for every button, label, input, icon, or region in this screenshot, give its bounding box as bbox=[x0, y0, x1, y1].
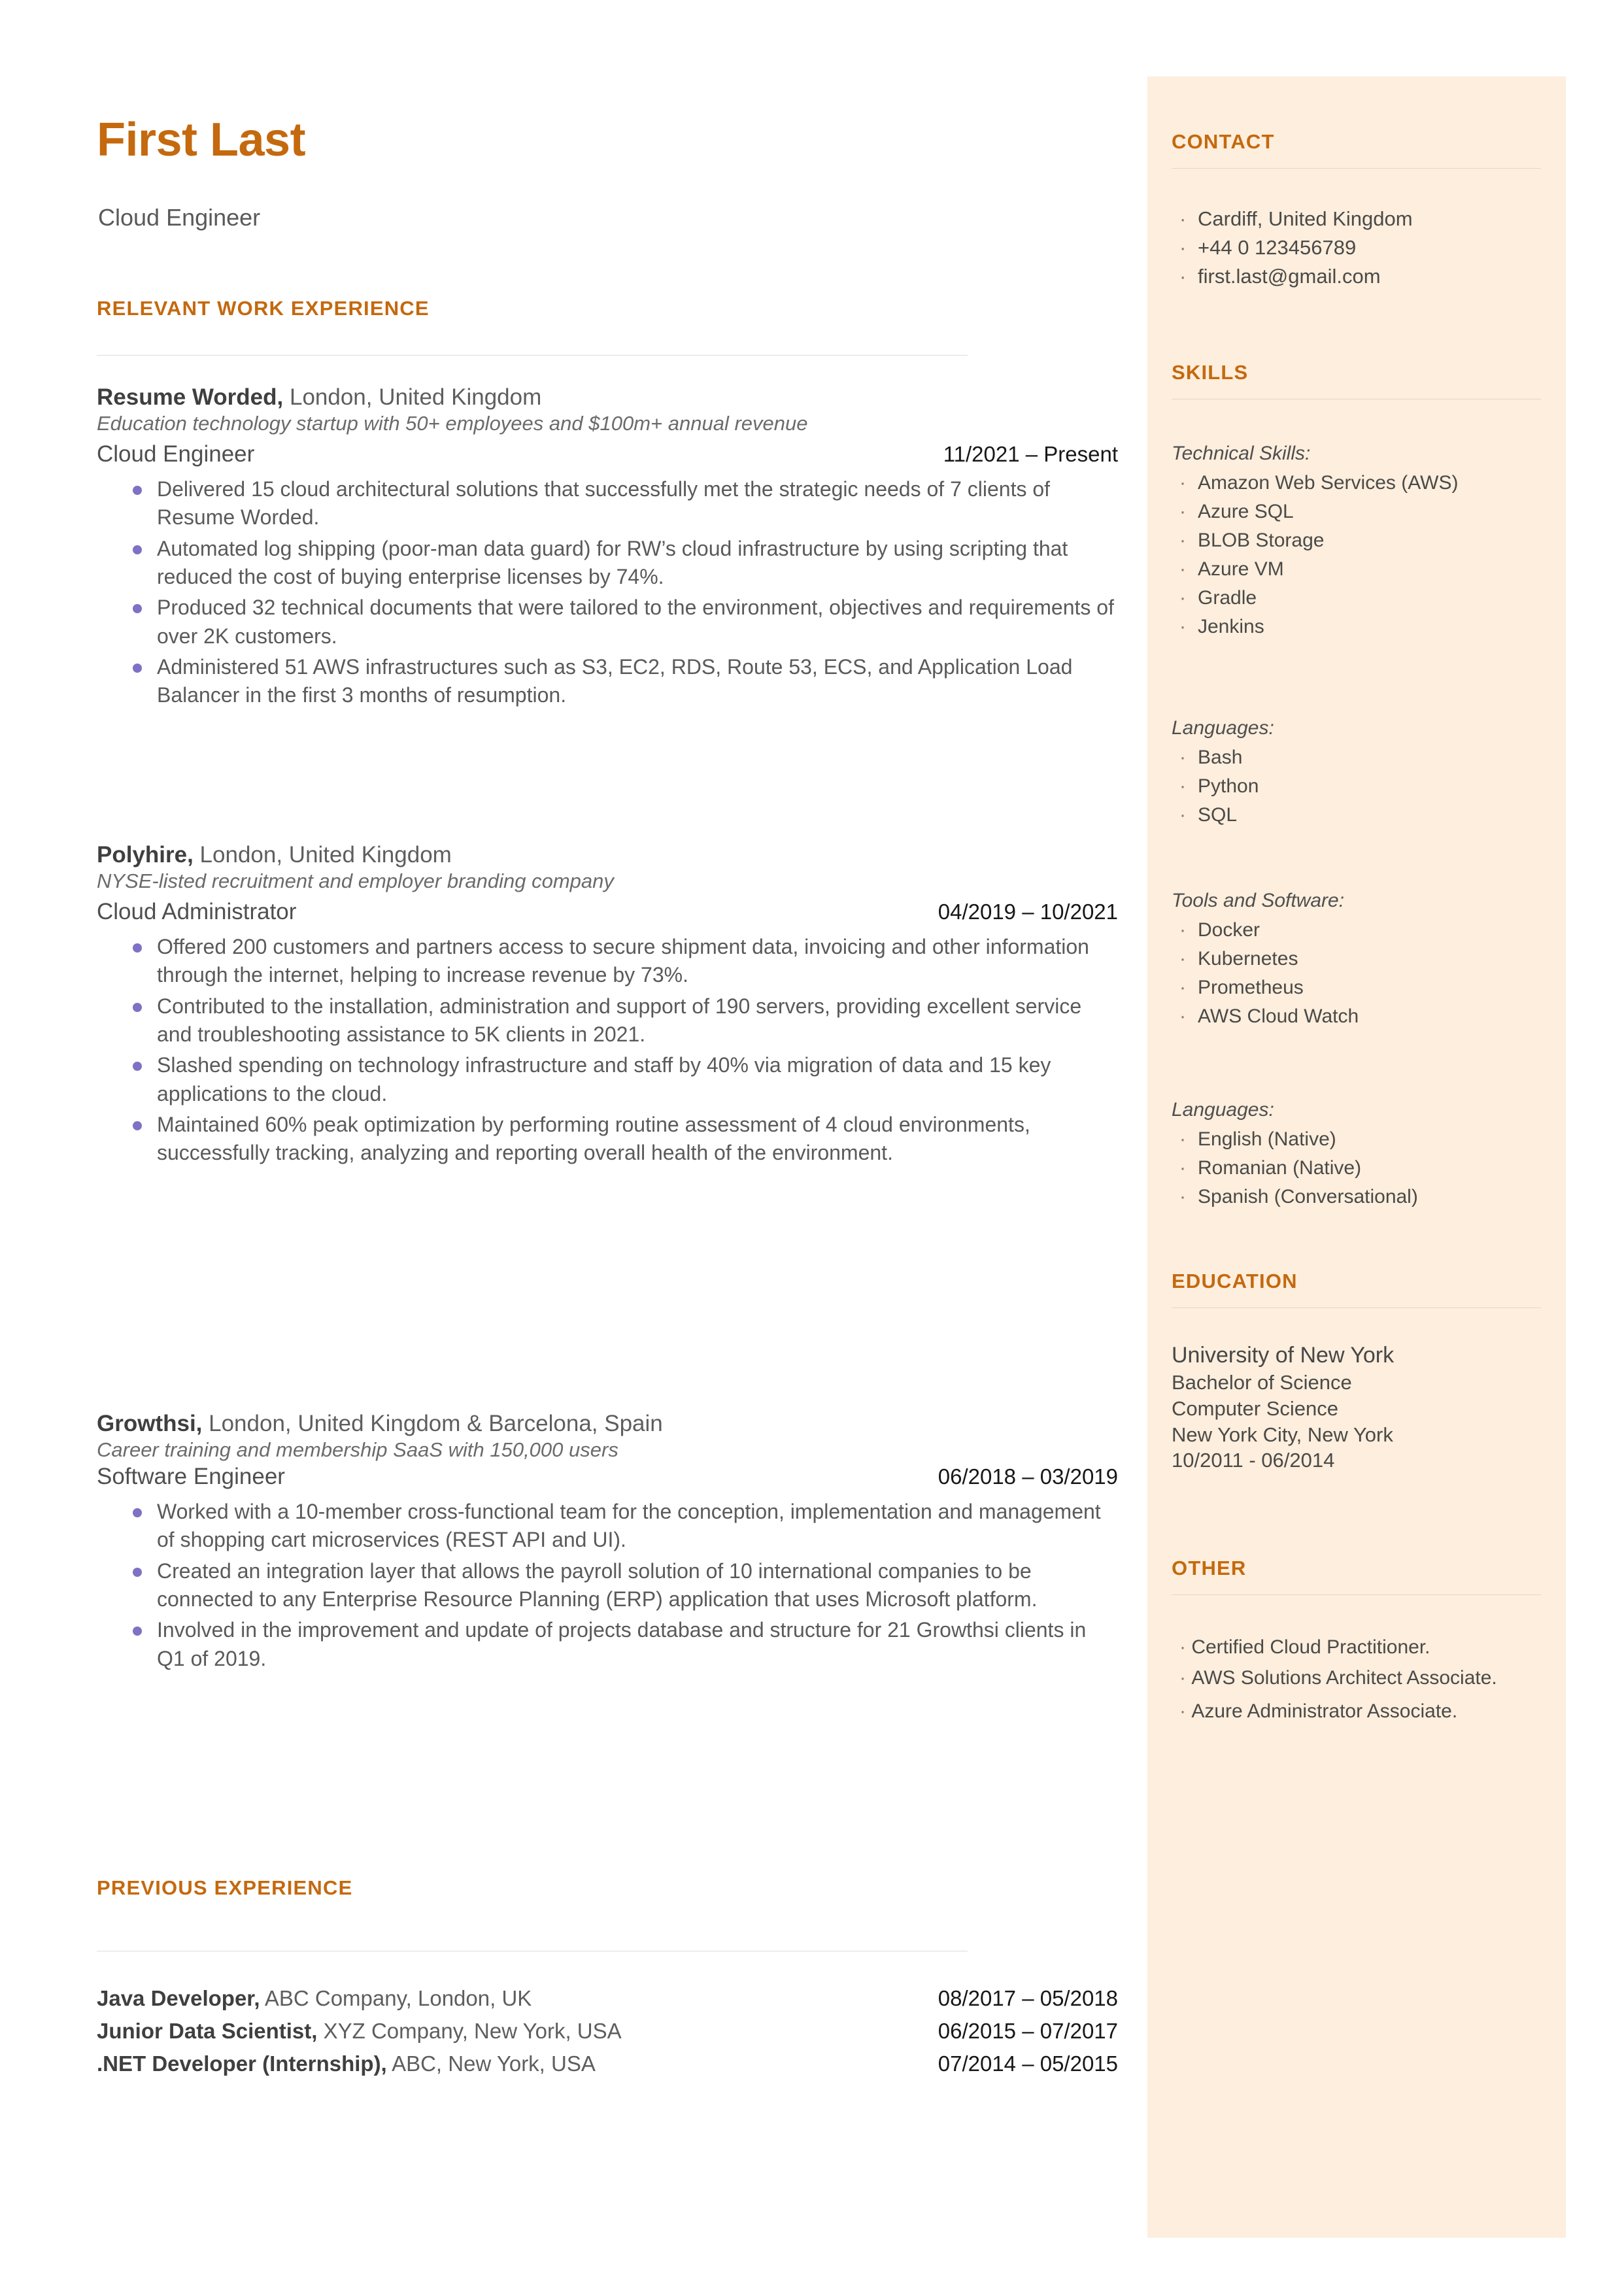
bullet-dot-icon: · bbox=[1179, 747, 1186, 769]
sidebar-heading-other: OTHER bbox=[1172, 1557, 1247, 1579]
contact-item-location: · Cardiff, United Kingdom bbox=[1179, 207, 1413, 230]
experience-company bbox=[97, 1411, 1118, 1436]
experience-company bbox=[97, 384, 1118, 410]
skill-item: · Spanish (Conversational) bbox=[1179, 1186, 1418, 1208]
bullet-dot-icon bbox=[133, 545, 142, 554]
experience-bullet: Involved in the improvement and update of projects database and structure for 21 Growthsi clients in Q1 of 2019. bbox=[97, 1616, 1118, 1673]
previous-experience-title: Java Developer, bbox=[97, 1986, 260, 2010]
bullet-dot-icon: · bbox=[1179, 265, 1187, 288]
skill-item: · Bash bbox=[1179, 747, 1243, 769]
education-degree: Bachelor of Science bbox=[1172, 1371, 1352, 1394]
experience-entry bbox=[97, 384, 1118, 713]
experience-role-dates: 06/2018 – 03/2019 bbox=[938, 1464, 1118, 1489]
experience-bullet-list bbox=[97, 1498, 1118, 1673]
experience-bullet-list bbox=[97, 933, 1118, 1168]
experience-bullet: Produced 32 technical documents that were tailored to the environment, objectives and requirements of over 2K customers. bbox=[97, 594, 1118, 650]
bullet-dot-icon: · bbox=[1179, 472, 1186, 494]
skills-group-label: Languages: bbox=[1172, 1099, 1274, 1121]
skill-item: · Prometheus bbox=[1179, 977, 1304, 999]
experience-bullet: Offered 200 customers and partners access to secure shipment data, invoicing and other information through the internet, helping to increase revenue by 73%. bbox=[97, 933, 1118, 990]
previous-experience-title-detail bbox=[97, 2053, 596, 2074]
experience-role-dates: 04/2019 – 10/2021 bbox=[938, 900, 1118, 924]
bullet-dot-icon bbox=[133, 1003, 142, 1012]
bullet-dot-icon bbox=[133, 943, 142, 953]
experience-bullet: Delivered 15 cloud architectural solutions that successfully met the strategic needs of 7 clients of Resume Worded. bbox=[97, 475, 1118, 532]
sidebar-heading-contact: CONTACT bbox=[1172, 130, 1275, 153]
experience-company-name: Resume Worded, bbox=[97, 384, 284, 410]
previous-experience-detail: ABC Company, London, UK bbox=[260, 1986, 532, 2010]
skill-item: · English (Native) bbox=[1179, 1128, 1336, 1151]
divider-contact bbox=[1172, 168, 1541, 169]
education-dates: 10/2011 - 06/2014 bbox=[1172, 1449, 1335, 1472]
bullet-dot-icon: · bbox=[1179, 804, 1186, 826]
other-item: · Certified Cloud Practitioner. bbox=[1179, 1636, 1430, 1658]
experience-role-row bbox=[97, 1464, 1118, 1490]
experience-role-title: Cloud Engineer bbox=[97, 441, 255, 467]
bullet-dot-icon bbox=[133, 1508, 142, 1517]
previous-experience-detail: ABC, New York, USA bbox=[386, 2051, 596, 2076]
skills-group-languages-programming bbox=[1172, 716, 1541, 825]
bullet-dot-icon: · bbox=[1179, 1128, 1186, 1151]
headline: Cloud Engineer bbox=[98, 204, 261, 231]
experience-entry bbox=[97, 1411, 1118, 1676]
previous-experience-row bbox=[97, 2020, 1118, 2042]
bullet-dot-icon: · bbox=[1179, 558, 1186, 581]
contact-item-email[interactable]: · first.last@gmail.com bbox=[1179, 265, 1381, 288]
previous-experience-list bbox=[97, 1987, 1118, 2085]
sidebar-heading-skills: SKILLS bbox=[1172, 361, 1249, 384]
experience-entry bbox=[97, 842, 1118, 1170]
experience-role-row bbox=[97, 900, 1118, 925]
experience-bullet: Slashed spending on technology infrastructure and staff by 40% via migration of data and 15 key applications to the cloud. bbox=[97, 1051, 1118, 1108]
bullet-dot-icon bbox=[133, 1568, 142, 1577]
divider-relevant-work-experience bbox=[97, 355, 968, 356]
skill-item: · Amazon Web Services (AWS) bbox=[1179, 472, 1459, 494]
experience-role-dates: 11/2021 – Present bbox=[943, 442, 1118, 467]
skill-item: · Kubernetes bbox=[1179, 948, 1298, 970]
bullet-dot-icon: · bbox=[1179, 1636, 1192, 1658]
skills-group-label: Languages: bbox=[1172, 717, 1274, 739]
experience-blurb: Career training and membership SaaS with 150,000 users bbox=[97, 1438, 618, 1462]
experience-bullet: Automated log shipping (poor-man data guard) for RW’s cloud infrastructure by using scripting that reduced the cost of buying enterprise licenses by 74%. bbox=[97, 535, 1118, 592]
bullet-dot-icon: · bbox=[1179, 530, 1186, 552]
bullet-dot-icon: · bbox=[1179, 587, 1186, 609]
education-entry bbox=[1172, 1343, 1541, 1472]
skill-item: · AWS Cloud Watch bbox=[1179, 1005, 1359, 1028]
bullet-dot-icon: · bbox=[1179, 1005, 1186, 1028]
divider-other bbox=[1172, 1594, 1541, 1595]
previous-experience-title-detail bbox=[97, 2020, 622, 2042]
bullet-dot-icon bbox=[133, 1062, 142, 1071]
previous-experience-detail: XYZ Company, New York, USA bbox=[317, 2019, 622, 2043]
experience-bullet-list bbox=[97, 475, 1118, 710]
skills-group-tools bbox=[1172, 888, 1541, 1026]
experience-company bbox=[97, 842, 1118, 868]
other-item: · Azure Administrator Associate. bbox=[1179, 1700, 1458, 1722]
experience-company-location: London, United Kingdom bbox=[193, 842, 452, 868]
bullet-dot-icon bbox=[133, 1121, 142, 1130]
skills-group-technical bbox=[1172, 441, 1541, 637]
bullet-dot-icon: · bbox=[1179, 616, 1186, 638]
education-field: Computer Science bbox=[1172, 1396, 1339, 1420]
experience-company-name: Polyhire, bbox=[97, 842, 194, 868]
section-heading-relevant-work-experience: RELEVANT WORK EXPERIENCE bbox=[97, 297, 430, 320]
previous-experience-dates: 06/2015 – 07/2017 bbox=[938, 2019, 1118, 2043]
bullet-dot-icon: · bbox=[1179, 1157, 1186, 1179]
skills-group-label: Tools and Software: bbox=[1172, 890, 1345, 911]
experience-blurb: NYSE-listed recruitment and employer branding company bbox=[97, 869, 614, 893]
bullet-dot-icon bbox=[133, 664, 142, 673]
experience-bullet: Created an integration layer that allows the payroll solution of 10 international companies to be connected to any Enterprise Resource Planning (ERP) application that uses Microsoft platform. bbox=[97, 1557, 1118, 1614]
previous-experience-title-detail bbox=[97, 1987, 532, 2009]
experience-company-name: Growthsi, bbox=[97, 1411, 203, 1436]
bullet-dot-icon: · bbox=[1179, 236, 1187, 259]
previous-experience-row bbox=[97, 2053, 1118, 2074]
education-school: University of New York bbox=[1172, 1343, 1395, 1368]
other-list bbox=[1172, 1638, 1518, 1723]
skill-item: · Azure VM bbox=[1179, 558, 1284, 581]
experience-blurb: Education technology startup with 50+ employees and $100m+ annual revenue bbox=[97, 412, 808, 435]
other-item: · AWS Solutions Architect Associate. bbox=[1179, 1667, 1497, 1689]
bullet-dot-icon bbox=[133, 486, 142, 495]
skills-group-languages-spoken bbox=[1172, 1098, 1541, 1207]
bullet-dot-icon: · bbox=[1179, 1700, 1192, 1722]
page-title: First Last bbox=[97, 114, 306, 166]
experience-company-location: London, United Kingdom & Barcelona, Spain bbox=[202, 1411, 663, 1436]
bullet-dot-icon: · bbox=[1179, 977, 1186, 999]
bullet-dot-icon: · bbox=[1179, 1667, 1192, 1689]
experience-bullet: Maintained 60% peak optimization by performing routine assessment of 4 cloud environments, successfully tracking, analyzing and reporting overall health of the environment. bbox=[97, 1111, 1118, 1168]
bullet-dot-icon: · bbox=[1179, 1186, 1186, 1208]
experience-role-title: Cloud Administrator bbox=[97, 899, 297, 925]
skill-item: · Gradle bbox=[1179, 587, 1257, 609]
experience-bullet: Administered 51 AWS infrastructures such as S3, EC2, RDS, Route 53, ECS, and Application Load Balancer in the first 3 months of resumption. bbox=[97, 653, 1118, 710]
experience-bullet: Contributed to the installation, administration and support of 190 servers, providing excellent service and troubleshooting assistance to 5K clients in 2021. bbox=[97, 992, 1118, 1049]
skill-item: · Romanian (Native) bbox=[1179, 1157, 1362, 1179]
previous-experience-title: Junior Data Scientist, bbox=[97, 2019, 318, 2043]
experience-bullet: Worked with a 10-member cross-functional team for the conception, implementation and management of shopping cart microservices (REST API and UI). bbox=[97, 1498, 1118, 1555]
previous-experience-dates: 07/2014 – 05/2015 bbox=[938, 2051, 1118, 2076]
skills-group-label: Technical Skills: bbox=[1172, 443, 1311, 464]
skill-item: · Jenkins bbox=[1179, 616, 1264, 638]
skill-item: · BLOB Storage bbox=[1179, 530, 1325, 552]
education-location: New York City, New York bbox=[1172, 1423, 1393, 1446]
experience-role-title: Software Engineer bbox=[97, 1464, 285, 1490]
bullet-dot-icon: · bbox=[1179, 207, 1187, 230]
bullet-dot-icon bbox=[133, 1627, 142, 1636]
experience-role-row bbox=[97, 442, 1118, 467]
skill-item: · Docker bbox=[1179, 919, 1260, 941]
skill-item: · SQL bbox=[1179, 804, 1238, 826]
previous-experience-dates: 08/2017 – 05/2018 bbox=[938, 1986, 1118, 2010]
skill-item: · Azure SQL bbox=[1179, 501, 1294, 523]
contact-list bbox=[1172, 209, 1541, 286]
bullet-dot-icon: · bbox=[1179, 775, 1186, 798]
previous-experience-title: .NET Developer (Internship), bbox=[97, 2051, 387, 2076]
contact-item-phone[interactable]: · +44 0 123456789 bbox=[1179, 236, 1357, 259]
bullet-dot-icon: · bbox=[1179, 919, 1186, 941]
section-heading-previous-experience: PREVIOUS EXPERIENCE bbox=[97, 1876, 353, 1899]
experience-company-location: London, United Kingdom bbox=[283, 384, 542, 410]
sidebar bbox=[1147, 76, 1566, 2238]
bullet-dot-icon bbox=[133, 604, 142, 613]
sidebar-heading-education: EDUCATION bbox=[1172, 1270, 1298, 1292]
skill-item: · Python bbox=[1179, 775, 1259, 798]
divider-education bbox=[1172, 1307, 1541, 1308]
bullet-dot-icon: · bbox=[1179, 501, 1186, 523]
previous-experience-row bbox=[97, 1987, 1118, 2009]
bullet-dot-icon: · bbox=[1179, 948, 1186, 970]
